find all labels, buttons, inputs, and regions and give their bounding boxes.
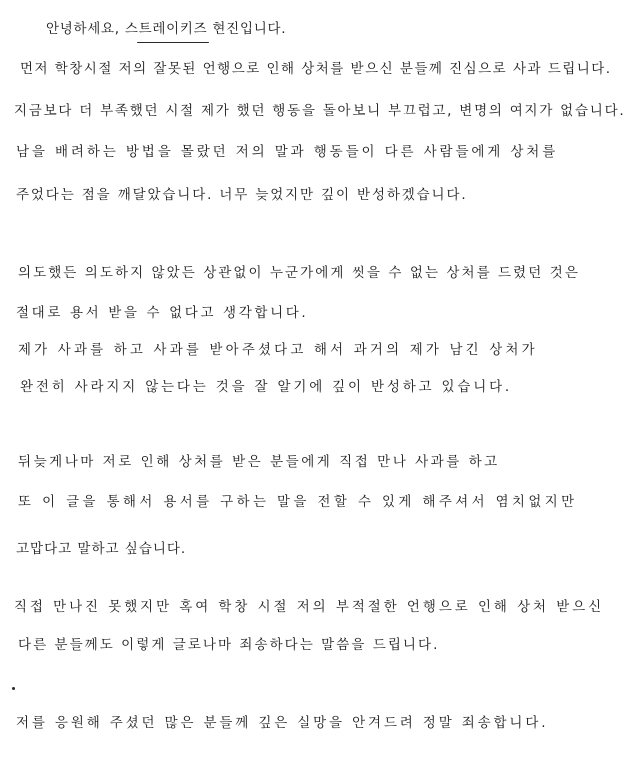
ink-dot	[12, 687, 15, 690]
letter-line: 고맙다고 말하고 싶습니다.	[16, 541, 187, 557]
letter-line: 저를 응원해 주셨던 많은 분들께 깊은 실망을 안겨드려 정말 죄송합니다.	[16, 715, 549, 731]
letter-line: 남을 배려하는 방법을 몰랐던 저의 말과 행동들이 다른 사람들에게 상처를	[16, 144, 559, 160]
letter-line: 주었다는 점을 깨달았습니다. 너무 늦었지만 깊이 반성하겠습니다.	[16, 187, 468, 203]
letter-line: 완전히 사라지지 않는다는 것을 잘 알기에 깊이 반성하고 있습니다.	[20, 379, 513, 395]
letter-line: 먼저 학창시절 저의 잘못된 언행으로 인해 상처를 받으신 분들께 진심으로 사과 드립니다.	[20, 61, 612, 77]
letter-line: 직접 만나진 못했지만 혹여 학창 시절 저의 부적절한 언행으로 인해 상처 받으신	[14, 599, 605, 615]
letter-line: 제가 사과를 하고 사과를 받아주셨다고 해서 과거의 제가 남긴 상처가	[18, 342, 538, 358]
letter-line: 지금보다 더 부족했던 시절 제가 했던 행동을 돌아보니 부끄럽고, 변명의 여지가 없습니다.	[14, 103, 626, 119]
letter-line: 뒤늦게나마 저로 인해 상처를 받은 분들에게 직접 만나 사과를 하고	[18, 454, 500, 470]
letter-line: 의도했든 의도하지 않았든 상관없이 누군가에게 씻을 수 없는 상처를 드렸던 것은	[18, 265, 580, 281]
letter-line: 또 이 글을 통해서 용서를 구하는 말을 전할 수 있게 해주셔서 염치없지만	[18, 494, 578, 510]
greeting-line: 안녕하세요, 스트레이키즈 현진입니다.	[46, 21, 287, 37]
letter-line: 다른 분들께도 이렇게 글로나마 죄송하다는 말씀을 드립니다.	[18, 637, 440, 653]
letter-line: 절대로 용서 받을 수 없다고 생각합니다.	[16, 305, 309, 321]
underline-stroke	[137, 42, 209, 43]
